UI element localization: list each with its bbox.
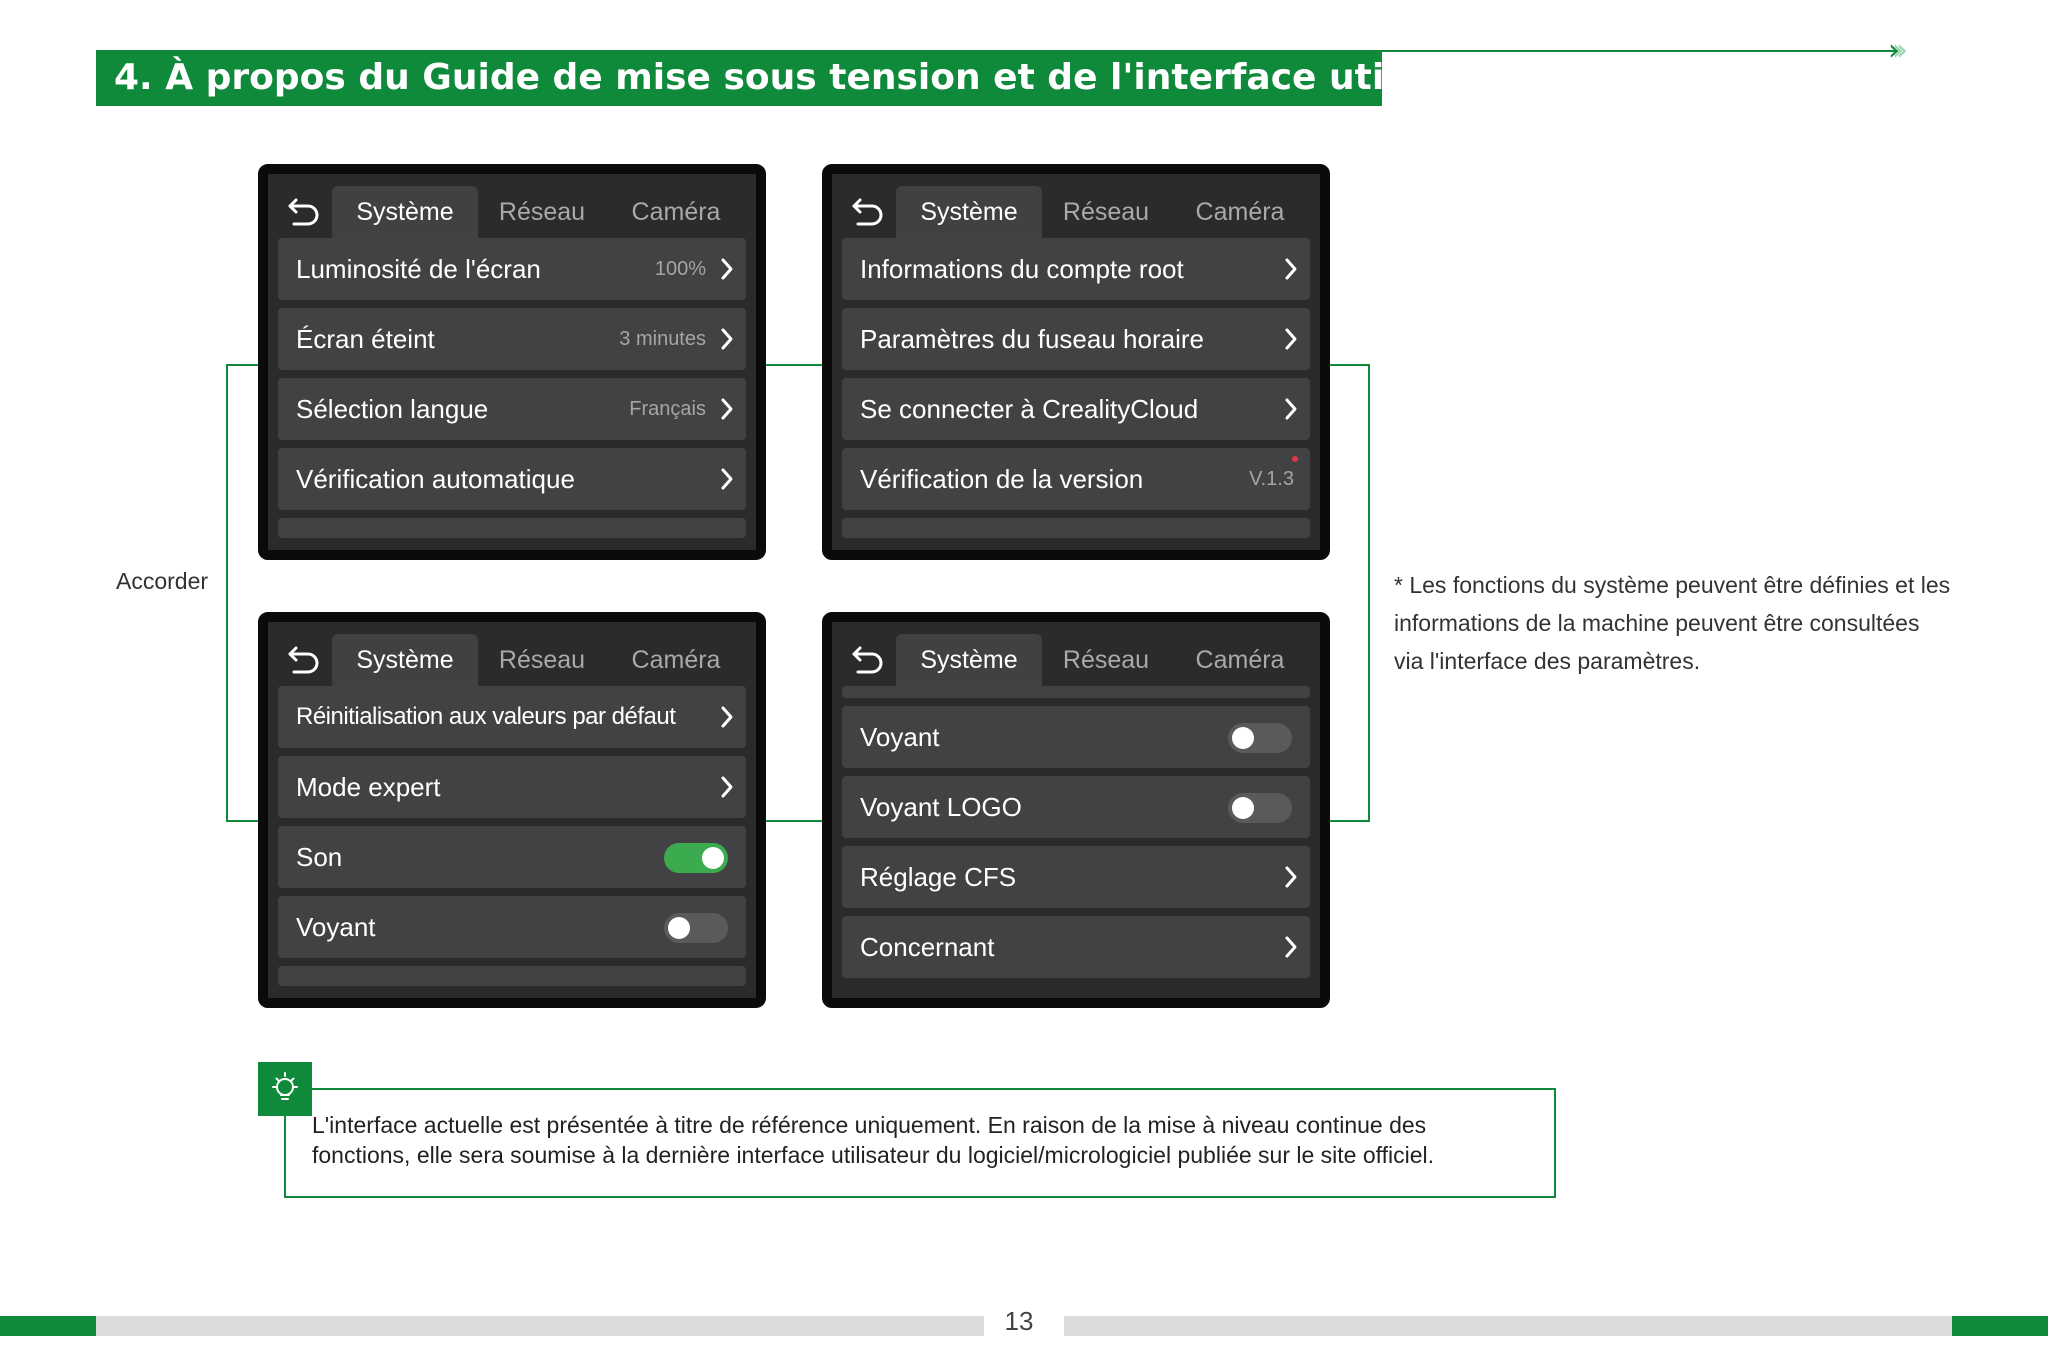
list-item — [842, 518, 1310, 538]
row-label: Écran éteint — [296, 324, 435, 354]
title-rule — [1382, 50, 1898, 52]
chevron-right-icon — [720, 775, 734, 799]
footer-bar-green-left — [0, 1316, 96, 1336]
connector-right-vertical — [1368, 364, 1370, 822]
row-label: Sélection langue — [296, 394, 489, 424]
tab-network[interactable]: Réseau — [1062, 646, 1150, 674]
chevron-right-icon — [1284, 397, 1298, 421]
brightness-row[interactable] — [278, 238, 746, 300]
row-label: Informations du compte root — [860, 254, 1184, 284]
tip-line-2: fonctions, elle sera soumise à la dernière interface utilisateur du logiciel/micrologiciel publiée sur le site officiel. — [312, 1142, 1435, 1168]
row-label: Mode expert — [296, 772, 441, 802]
auto-check-row[interactable] — [278, 448, 746, 510]
cfs-settings-row[interactable] — [842, 846, 1310, 908]
connector-right-bottom — [1330, 820, 1370, 822]
factory-reset-row[interactable] — [278, 686, 746, 748]
chevron-right-icon — [1284, 865, 1298, 889]
back-icon[interactable] — [848, 192, 888, 232]
tab-bar — [278, 186, 746, 238]
chevron-right-icon — [720, 467, 734, 491]
row-label: Voyant LOGO — [860, 792, 1022, 822]
creality-cloud-row[interactable] — [842, 378, 1310, 440]
page-number: 13 — [1004, 1306, 1034, 1336]
connector-left-vertical — [226, 364, 228, 822]
tip-line-1: L'interface actuelle est présentée à titre de référence uniquement. En raison de la mise à niveau continue des — [312, 1112, 1427, 1138]
list-item — [842, 686, 1310, 698]
tab-bar — [842, 186, 1310, 238]
timezone-row[interactable] — [842, 308, 1310, 370]
chevrons-right-icon: ››› — [1888, 33, 1900, 68]
light-toggle[interactable] — [664, 913, 728, 943]
toggle-knob — [1232, 727, 1254, 749]
back-icon[interactable] — [848, 640, 888, 680]
settings-screen-3 — [258, 612, 766, 1008]
connector-right-top — [1330, 364, 1370, 366]
toggle-knob — [702, 847, 724, 869]
side-note: * Les fonctions du système peuvent être définies et les informations de la machine peuvent être consultées via l'interface des paramètres. — [1394, 572, 1951, 674]
row-label: Voyant — [860, 722, 940, 752]
root-account-row[interactable] — [842, 238, 1310, 300]
row-label: Réglage CFS — [860, 862, 1017, 892]
page-title: 4. À propos du Guide de mise sous tension et de l'interface utilisateur — [96, 50, 1382, 106]
tab-camera[interactable]: Caméra — [1195, 198, 1285, 226]
settings-screen-4 — [822, 612, 1330, 1008]
connector-left-top — [226, 364, 258, 366]
settings-list — [842, 238, 1310, 538]
connector-left-bottom — [226, 820, 258, 822]
tab-network[interactable]: Réseau — [498, 198, 586, 226]
settings-screen-1 — [258, 164, 766, 560]
tab-camera[interactable]: Caméra — [631, 646, 721, 674]
tab-camera[interactable]: Caméra — [631, 198, 721, 226]
row-value: 3 minutes — [619, 328, 706, 350]
row-label: Vérification automatique — [296, 464, 575, 494]
tab-network[interactable]: Réseau — [1062, 198, 1150, 226]
language-row[interactable] — [278, 378, 746, 440]
settings-screen-2 — [822, 164, 1330, 560]
version-check-row[interactable] — [842, 448, 1310, 510]
settings-list — [278, 686, 746, 986]
toggle-knob — [1232, 797, 1254, 819]
back-icon[interactable] — [284, 640, 324, 680]
row-label: Se connecter à CrealityCloud — [860, 394, 1199, 424]
tab-camera[interactable]: Caméra — [1195, 646, 1285, 674]
row-label: Vérification de la version — [860, 464, 1144, 494]
row-value: Français — [629, 398, 706, 420]
settings-list — [278, 238, 746, 538]
tip-text — [312, 1110, 1550, 1170]
list-item — [278, 518, 746, 538]
chevron-right-icon — [720, 257, 734, 281]
about-row[interactable] — [842, 916, 1310, 978]
tab-system[interactable]: Système — [896, 634, 1042, 686]
row-label: Son — [296, 842, 343, 872]
lightbulb-icon — [258, 1062, 312, 1116]
footer-bar-green-right — [1952, 1316, 2048, 1336]
screen-off-row[interactable] — [278, 308, 746, 370]
chevron-right-icon — [1284, 257, 1298, 281]
connector-mid-bottom — [766, 820, 824, 822]
light-row — [278, 896, 746, 958]
chevron-right-icon — [720, 705, 734, 729]
logo-light-toggle[interactable] — [1228, 793, 1292, 823]
tab-system[interactable]: Système — [896, 186, 1042, 238]
version-value: V.1.3 — [1249, 468, 1294, 490]
row-label: Luminosité de l'écran — [296, 254, 541, 284]
accorder-label: Accorder — [116, 568, 209, 594]
connector-mid-top — [766, 364, 824, 366]
row-label: Réinitialisation aux valeurs par défaut — [296, 703, 676, 730]
row-value: 100% — [654, 258, 706, 280]
tab-system[interactable]: Système — [332, 186, 478, 238]
light-row — [842, 706, 1310, 768]
chevron-right-icon — [720, 327, 734, 351]
row-label: Concernant — [860, 932, 995, 962]
logo-light-row — [842, 776, 1310, 838]
expert-mode-row[interactable] — [278, 756, 746, 818]
footer-bar-gray-right — [1064, 1316, 1952, 1336]
toggle-knob — [668, 917, 690, 939]
list-item — [278, 966, 746, 986]
tab-bar — [278, 634, 746, 686]
row-label: Voyant — [296, 912, 376, 942]
sound-row — [278, 826, 746, 888]
back-icon[interactable] — [284, 192, 324, 232]
tab-bar — [842, 634, 1310, 686]
light-toggle[interactable] — [1228, 723, 1292, 753]
row-label: Paramètres du fuseau horaire — [860, 324, 1204, 354]
update-dot-badge — [1292, 456, 1298, 462]
sound-toggle[interactable] — [664, 843, 728, 873]
chevron-right-icon — [1284, 935, 1298, 959]
tab-system[interactable]: Système — [332, 634, 478, 686]
settings-list — [842, 686, 1310, 986]
chevron-right-icon — [720, 397, 734, 421]
chevron-right-icon — [1284, 327, 1298, 351]
tab-network[interactable]: Réseau — [498, 646, 586, 674]
footer-bar-gray-left — [96, 1316, 984, 1336]
